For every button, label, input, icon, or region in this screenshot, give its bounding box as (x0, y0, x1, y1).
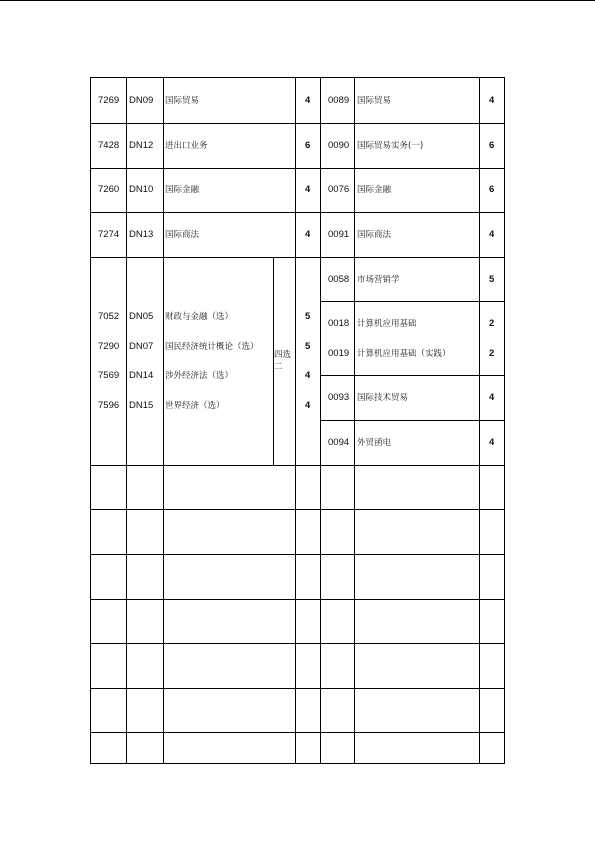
elective-dn-code: DN05 (129, 311, 154, 322)
old-elective-name: 外贸函电 (357, 438, 392, 448)
new-course-credit: 4 (305, 229, 311, 240)
old-elective-credit: 2 (489, 318, 495, 329)
old-course-credit: 6 (489, 184, 495, 195)
old-elective-name: 市场营销学 (357, 275, 400, 285)
new-course-credit: 4 (305, 95, 311, 106)
old-elective-name: 计算机应用基础（实践） (357, 349, 451, 359)
new-course-code: 7260 (98, 184, 120, 195)
old-elective-credit: 5 (489, 274, 495, 285)
old-elective-code: 0094 (328, 437, 350, 448)
old-course-name: 国际商法 (357, 230, 392, 240)
elective-course-credit: 5 (305, 341, 311, 352)
new-course-credit: 4 (305, 184, 311, 195)
old-course-name: 国际贸易实务(一) (357, 141, 424, 151)
elective-course-credit: 4 (305, 400, 311, 411)
dn-code: DN13 (129, 229, 154, 240)
new-course-name: 国际贸易 (165, 96, 200, 106)
old-course-code: 0091 (328, 229, 350, 240)
dn-code: DN12 (129, 140, 154, 151)
elective-course-name: 国民经济统计概论（选） (165, 342, 259, 352)
old-elective-credit: 4 (489, 437, 495, 448)
old-course-code: 0090 (328, 140, 350, 151)
old-course-credit: 6 (489, 140, 495, 151)
new-course-code: 7274 (98, 229, 120, 240)
old-elective-code: 0058 (328, 274, 350, 285)
old-course-name: 国际贸易 (357, 96, 392, 106)
old-elective-credit: 4 (489, 392, 495, 403)
old-course-name: 国际金融 (357, 185, 392, 195)
elective-course-code: 7290 (98, 341, 120, 352)
new-course-credit: 6 (305, 140, 311, 151)
old-course-credit: 4 (489, 229, 495, 240)
old-elective-code: 0093 (328, 392, 350, 403)
elective-course-name: 涉外经济法（选） (165, 371, 234, 381)
new-course-name: 进出口业务 (165, 141, 208, 151)
old-elective-name: 计算机应用基础 (357, 319, 417, 329)
new-course-code: 7269 (98, 95, 120, 106)
new-course-code: 7428 (98, 140, 120, 151)
old-elective-code: 0018 (328, 318, 350, 329)
old-elective-code: 0019 (328, 348, 350, 359)
elective-course-credit: 4 (305, 370, 311, 381)
dn-code: DN09 (129, 95, 154, 106)
elective-course-name: 财政与金融（选） (165, 312, 234, 322)
old-course-code: 0076 (328, 184, 350, 195)
old-course-credit: 4 (489, 95, 495, 106)
elective-course-code: 7052 (98, 311, 120, 322)
old-course-code: 0089 (328, 95, 350, 106)
new-course-name: 国际商法 (165, 230, 200, 240)
old-elective-name: 国际技术贸易 (357, 393, 409, 403)
elective-dn-code: DN15 (129, 400, 154, 411)
elective-course-credit: 5 (305, 311, 311, 322)
dn-code: DN10 (129, 184, 154, 195)
elective-dn-code: DN07 (129, 341, 154, 352)
elective-dn-code: DN14 (129, 370, 154, 381)
elective-course-name: 世界经济（选） (165, 401, 225, 411)
elective-course-code: 7569 (98, 370, 120, 381)
old-elective-credit: 2 (489, 348, 495, 359)
elective-course-code: 7596 (98, 400, 120, 411)
new-course-name: 国际金融 (165, 185, 200, 195)
elective-selection-note: 四选二 (274, 350, 292, 372)
